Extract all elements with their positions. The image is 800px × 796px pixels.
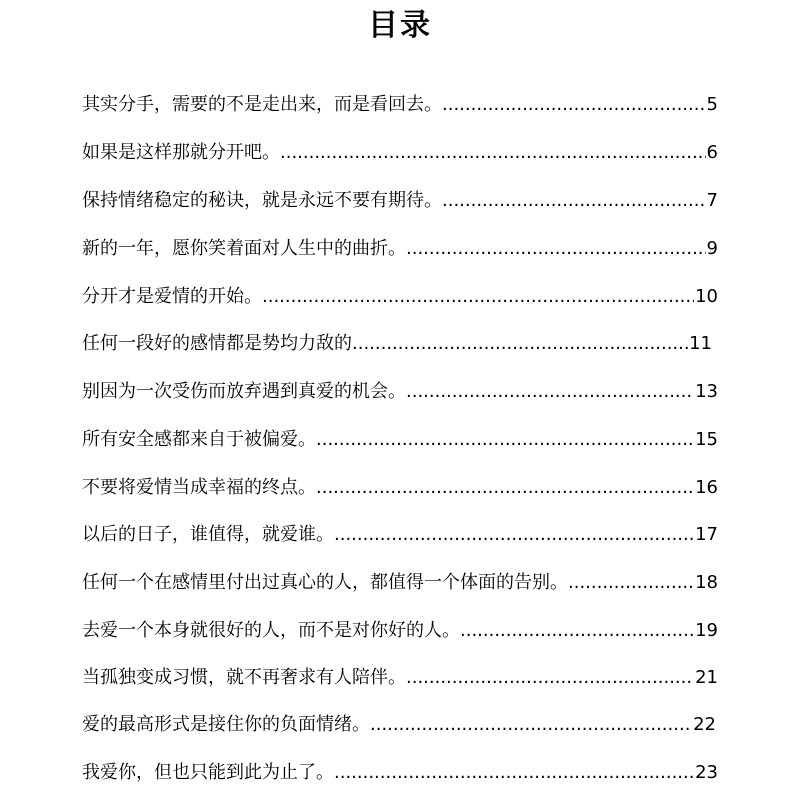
toc-entry[interactable] (82, 330, 712, 358)
toc-entry[interactable] (82, 569, 718, 597)
page-title: 目录 (368, 8, 432, 43)
toc-entry[interactable] (82, 139, 718, 167)
toc-leader-dots (406, 378, 694, 406)
toc-page-number: 10 (695, 286, 718, 307)
toc-entry-title: 保持情绪稳定的秘诀，就是永远不要有期待。 (82, 190, 442, 211)
toc-leader-dots (568, 569, 694, 597)
toc-entry[interactable] (82, 759, 718, 787)
toc-leader-dots (352, 330, 688, 358)
toc-page-number: 19 (695, 620, 718, 641)
toc-entry-title: 其实分手，需要的不是走出来，而是看回去。 (82, 94, 442, 115)
toc-leader-dots (280, 139, 706, 167)
toc-entry[interactable] (82, 711, 716, 739)
toc-entry[interactable] (82, 617, 718, 645)
toc-entry[interactable] (82, 521, 718, 549)
toc-page-number: 7 (706, 190, 718, 211)
toc-leader-dots (406, 235, 706, 263)
toc-page-number: 18 (695, 572, 718, 593)
toc-entry[interactable] (82, 283, 718, 311)
toc-entry[interactable] (82, 378, 718, 406)
toc-entry-title: 当孤独变成习惯，就不再奢求有人陪伴。 (82, 667, 406, 688)
toc-entry-title: 不要将爱情当成幸福的终点。 (82, 477, 316, 498)
toc-entry[interactable] (82, 664, 718, 692)
toc-entry-title: 任何一个在感情里付出过真心的人，都值得一个体面的告别。 (82, 572, 568, 593)
toc-leader-dots (316, 426, 694, 454)
toc-leader-dots (262, 283, 694, 311)
toc-entry-title: 任何一段好的感情都是势均力敌的 (82, 333, 352, 354)
toc-page-number: 5 (706, 94, 718, 115)
toc-leader-dots (406, 664, 694, 692)
toc-entry-title: 爱的最高形式是接住你的负面情绪。 (82, 714, 370, 735)
toc-entry[interactable] (82, 91, 718, 119)
toc-entry[interactable] (82, 474, 718, 502)
toc-entry-title: 去爱一个本身就很好的人，而不是对你好的人。 (82, 620, 460, 641)
toc-leader-dots (460, 617, 694, 645)
toc-entry[interactable] (82, 235, 718, 263)
toc-page-number: 17 (695, 524, 718, 545)
toc-entry-title: 所有安全感都来自于被偏爱。 (82, 429, 316, 450)
toc-page-number: 23 (695, 762, 718, 783)
toc-entry[interactable] (82, 426, 718, 454)
toc-page-number: 6 (706, 142, 718, 163)
toc-entry-title: 以后的日子，谁值得，就爱谁。 (82, 524, 334, 545)
toc-page-number: 21 (695, 667, 718, 688)
toc-page-number: 11 (689, 333, 712, 354)
toc-entry[interactable] (82, 187, 718, 215)
toc-page-number: 22 (693, 714, 716, 735)
toc-page-number: 16 (695, 477, 718, 498)
toc-entry-title: 新的一年，愿你笑着面对人生中的曲折。 (82, 238, 406, 259)
toc-entry-title: 如果是这样那就分开吧。 (82, 142, 280, 163)
toc-page-number: 15 (695, 429, 718, 450)
toc-entry-title: 我爱你，但也只能到此为止了。 (82, 762, 334, 783)
toc-leader-dots (370, 711, 692, 739)
toc-leader-dots (316, 474, 694, 502)
toc-leader-dots (334, 521, 694, 549)
toc-page-number: 9 (706, 238, 718, 259)
toc-page-number: 13 (695, 381, 718, 402)
toc-entry-title: 分开才是爱情的开始。 (82, 286, 262, 307)
toc-leader-dots (334, 759, 694, 787)
toc-leader-dots (442, 187, 706, 215)
toc-leader-dots (442, 91, 706, 119)
toc-entry-title: 别因为一次受伤而放弃遇到真爱的机会。 (82, 381, 406, 402)
